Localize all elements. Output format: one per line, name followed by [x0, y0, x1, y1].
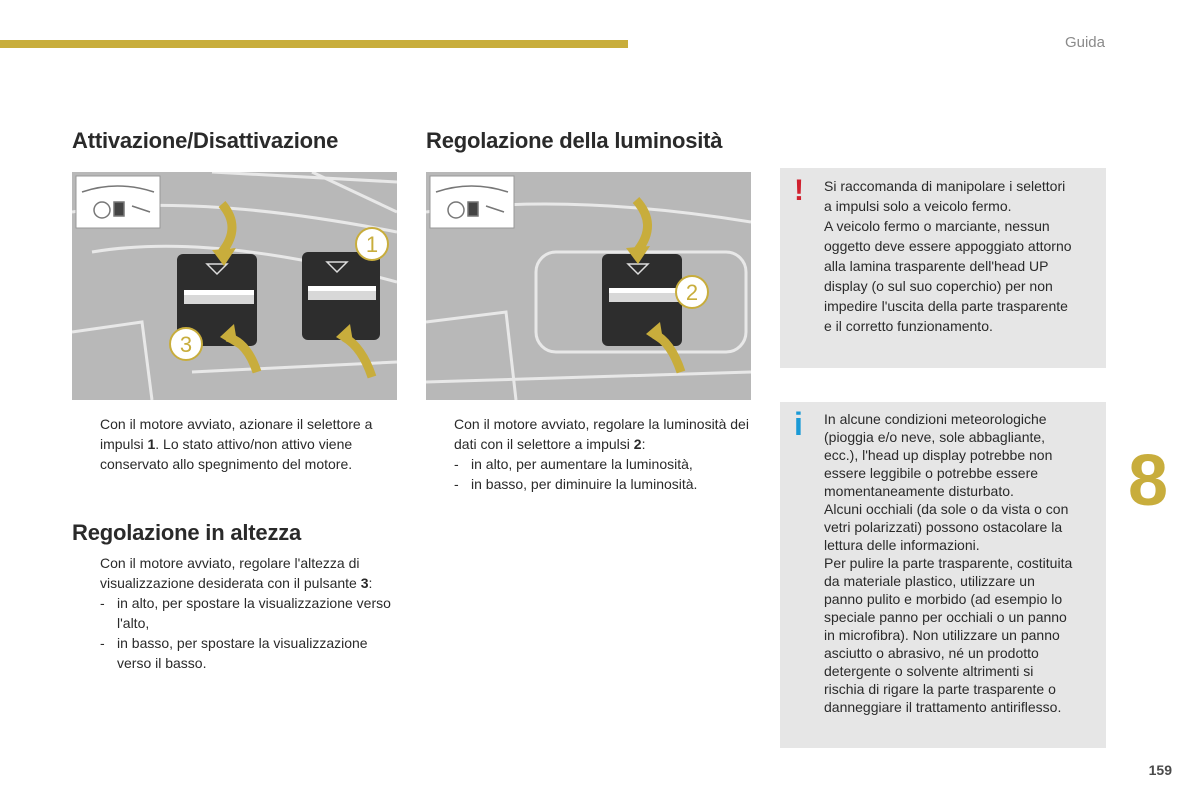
- heading-height: Regolazione in altezza: [72, 520, 302, 545]
- callout-1: 1: [365, 232, 379, 257]
- dash-item: - in alto, per aumentare la luminosità,: [454, 456, 693, 472]
- warning-box: [780, 168, 1106, 368]
- callout-3: 3: [179, 332, 193, 357]
- bullet-activation: Con il motore avviato, azionare il selettore a impulsi 1. Lo stato attivo/non attivo viene conservato allo spegnimento del motore.: [100, 416, 373, 472]
- heading-activation: Attivazione/Disattivazione: [72, 128, 339, 153]
- illustration-brightness: [426, 172, 751, 400]
- info-text: In alcune condizioni meteorologiche (pioggia e/o neve, sole abbagliante, ecc.), l'head up display potrebbe non essere leggibile o potrebbe essere momentaneamente disturbato. Alcuni occhiali (da sole o da vista o con vetri polarizzati) possono ostacolare la lettura delle informazioni. Per pulire la parte trasparente, costituita da materiale plastico, utilizzare un panno pulito e morbido (ad esempio lo speciale panno per occhiali o un panno in microfibra). Non utilizzare un panno asciutto o abrasivo, né un prodotto detergente o solvente altrimenti si rischia di rigare la parte trasparente o danneggiare il trattamento antiriflesso.: [824, 411, 1073, 715]
- heading-brightness: Regolazione della luminosità: [426, 128, 723, 153]
- header-accent-bar: [0, 40, 628, 48]
- bullet-height: Con il motore avviato, regolare l'altezza di visualizzazione desiderata con il pulsante 3: - in alto, per spostare la visualizzazione verso l'alto, - in basso, per spostare la visualizzazione verso il basso.: [72, 553, 402, 673]
- info-icon: i: [794, 406, 803, 442]
- dash-item: - in basso, per diminuire la luminosità.: [454, 476, 698, 492]
- callout-2: 2: [685, 280, 699, 305]
- bullet-brightness: Con il motore avviato, regolare la luminosità dei dati con il selettore a impulsi 2: - in alto, per aumentare la luminosità, - in basso, per diminuire la luminosità.: [426, 414, 756, 494]
- dash-item: - in alto, per spostare la visualizzazione verso l'alto,: [100, 595, 391, 631]
- page-number: 159: [1148, 762, 1172, 778]
- section-title: Guida: [1064, 34, 1105, 51]
- warning-text: Si raccomanda di manipolare i selettori a impulsi solo a veicolo fermo. A veicolo fermo o marciante, nessun oggetto deve essere appoggiato attorno alla lamina trasparente dell'head UP display (o sul suo coperchio) per non impedire l'uscita della parte trasparente e il corretto funzionamento.: [824, 178, 1072, 334]
- illustration-activation: [72, 172, 397, 400]
- info-box: [780, 402, 1106, 748]
- dash-item: - in basso, per spostare la visualizzazione verso il basso.: [100, 635, 368, 671]
- warning-icon: !: [794, 174, 804, 207]
- chapter-number: 8: [1128, 441, 1169, 521]
